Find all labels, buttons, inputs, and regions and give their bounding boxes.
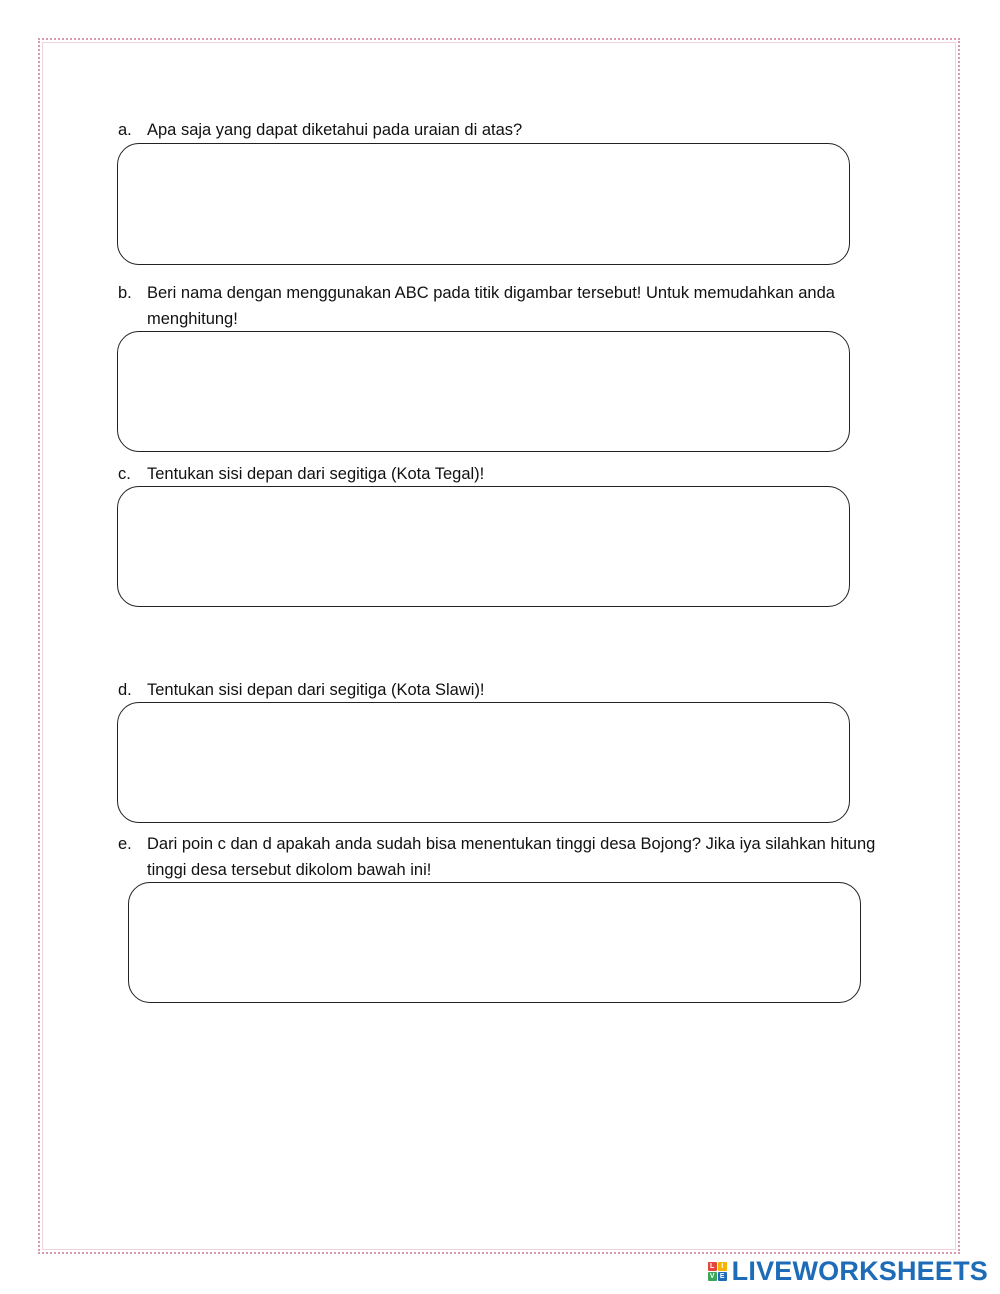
question-d-letter: d. [118, 681, 132, 699]
question-a-text: Apa saja yang dapat diketahui pada uraian di atas? [147, 121, 523, 139]
answer-box-e[interactable] [128, 882, 861, 1003]
question-c [118, 461, 898, 487]
question-a-letter: a. [118, 121, 132, 139]
question-c-letter: c. [118, 465, 131, 483]
logo-badge-icon [708, 1262, 727, 1281]
question-c-text: Tentukan sisi depan dari segitiga (Kota Tegal)! [147, 465, 485, 483]
logo-text: LIVEWORKSHEETS [731, 1255, 988, 1286]
question-d-text: Tentukan sisi depan dari segitiga (Kota Slawi)! [147, 681, 485, 699]
question-d [118, 677, 898, 703]
logo-badge-letter-l: L [708, 1262, 717, 1271]
logo-badge-letter-v: V [708, 1272, 717, 1281]
question-a [118, 117, 898, 143]
question-b-text: Beri nama dengan menggunakan ABC pada titik digambar tersebut! Untuk memudahkan anda menghitung! [147, 284, 835, 328]
question-b-letter: b. [118, 284, 132, 302]
logo-badge-letter-e: E [718, 1272, 727, 1281]
question-e-text: Dari poin c dan d apakah anda sudah bisa menentukan tinggi desa Bojong? Jika iya silahkan hitung tinggi desa tersebut dikolom bawah ini! [147, 835, 876, 879]
liveworksheets-logo [708, 1256, 988, 1286]
question-e [118, 831, 898, 883]
logo-badge-letter-i: I [718, 1262, 727, 1271]
question-b [118, 280, 898, 332]
question-e-letter: e. [118, 835, 132, 853]
answer-box-a[interactable] [117, 143, 850, 265]
answer-box-c[interactable] [117, 486, 850, 607]
answer-box-b[interactable] [117, 331, 850, 452]
answer-box-d[interactable] [117, 702, 850, 823]
